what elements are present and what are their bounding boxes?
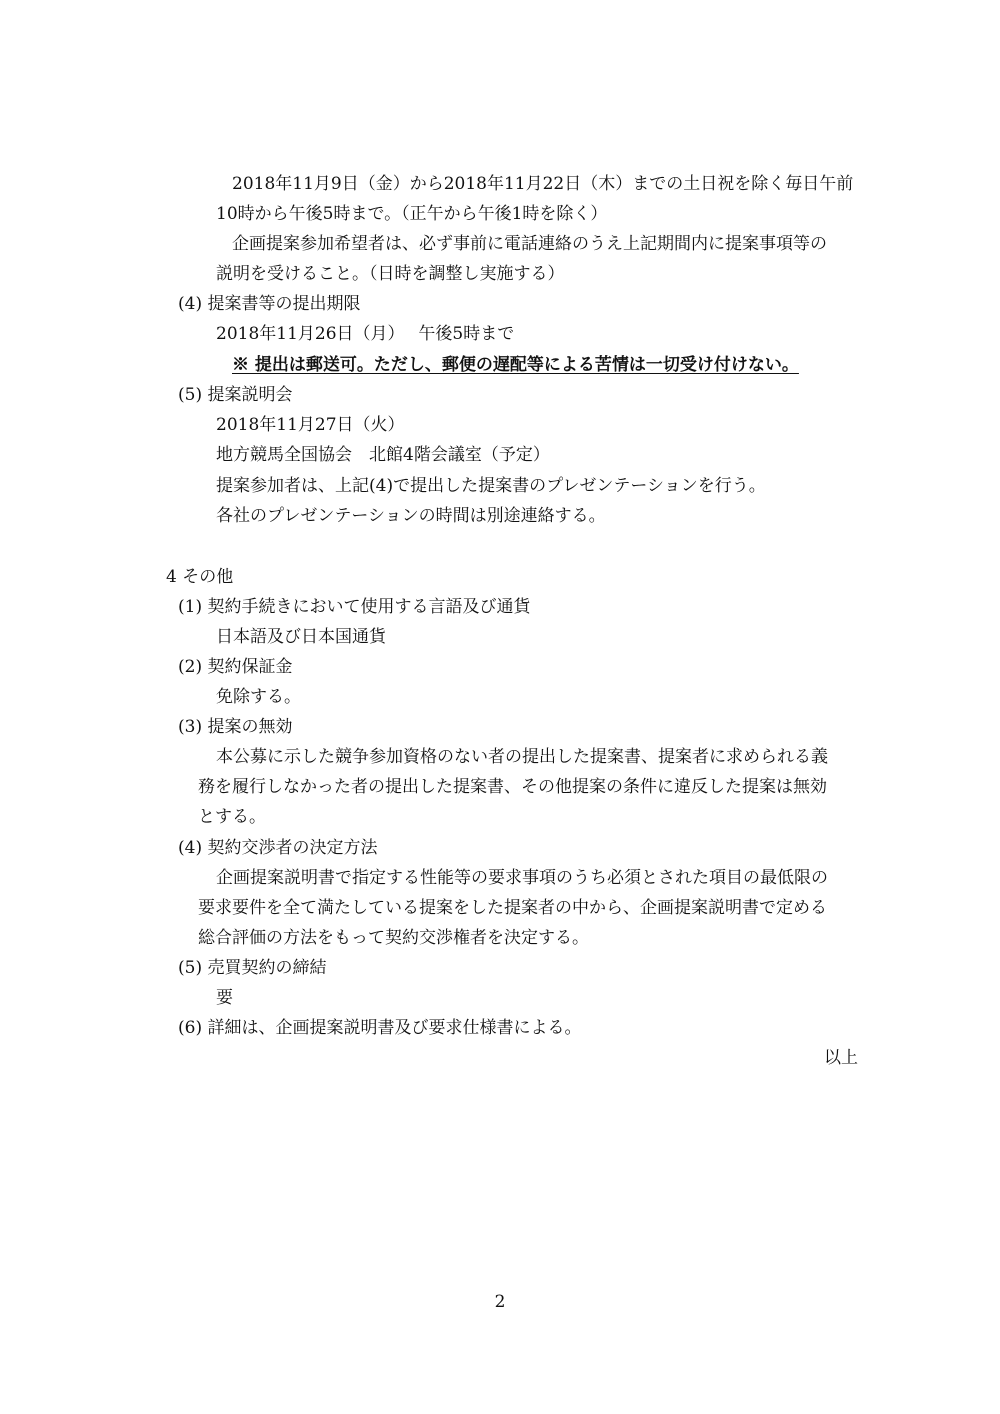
- s2-body: 免除する。: [216, 687, 301, 707]
- s1-heading: (1) 契約手続きにおいて使用する言語及び通貨: [178, 597, 531, 617]
- s4-body-1: 企画提案説明書で指定する性能等の要求事項のうち必須とされた項目の最低限の: [216, 868, 828, 888]
- item5-text-1: 提案参加者は、上記(4)で提出した提案書のプレゼンテーションを行う。: [216, 476, 766, 496]
- s3-body-2: 務を履行しなかった者の提出した提案書、その他提案の条件に違反した提案は無効: [198, 777, 827, 797]
- s3-body-3: とする。: [198, 807, 266, 827]
- s1-body: 日本語及び日本国通貨: [216, 627, 386, 647]
- item4-note: ※ 提出は郵送可。ただし、郵便の遅配等による苦情は一切受け付けない。: [232, 355, 799, 375]
- intro-line-4: 説明を受けること。（日時を調整し実施する）: [216, 264, 565, 284]
- s5-heading: (5) 売買契約の締結: [178, 958, 327, 978]
- s4-body-3: 総合評価の方法をもって契約交渉権者を決定する。: [198, 928, 589, 948]
- closing-text: 以上: [824, 1048, 858, 1068]
- s6-heading: (6) 詳細は、企画提案説明書及び要求仕様書による。: [178, 1018, 582, 1038]
- intro-line-1: 2018年11月9日（金）から2018年11月22日（木）までの土日祝を除く毎日午前: [232, 174, 854, 194]
- item4-deadline: 2018年11月26日（月） 午後5時まで: [216, 324, 515, 344]
- item5-heading: (5) 提案説明会: [178, 385, 293, 405]
- intro-line-3: 企画提案参加希望者は、必ず事前に電話連絡のうえ上記期間内に提案事項等の: [232, 234, 827, 254]
- page-number: 2: [494, 1292, 506, 1312]
- item5-date: 2018年11月27日（火）: [216, 415, 405, 435]
- s4-heading: (4) 契約交渉者の決定方法: [178, 838, 378, 858]
- s3-heading: (3) 提案の無効: [178, 717, 293, 737]
- s2-heading: (2) 契約保証金: [178, 657, 293, 677]
- intro-line-2: 10時から午後5時まで。（正午から午後1時を除く）: [216, 204, 608, 224]
- section4-heading: 4 その他: [166, 567, 234, 587]
- item4-heading: (4) 提案書等の提出期限: [178, 294, 361, 314]
- item5-place: 地方競馬全国協会 北館4階会議室（予定）: [216, 445, 550, 465]
- s3-body-1: 本公募に示した競争参加資格のない者の提出した提案書、提案者に求められる義: [216, 747, 828, 767]
- item5-text-2: 各社のプレゼンテーションの時間は別途連絡する。: [216, 506, 606, 526]
- s5-body: 要: [216, 988, 233, 1008]
- s4-body-2: 要求要件を全て満たしている提案をした提案者の中から、企画提案説明書で定める: [198, 898, 827, 918]
